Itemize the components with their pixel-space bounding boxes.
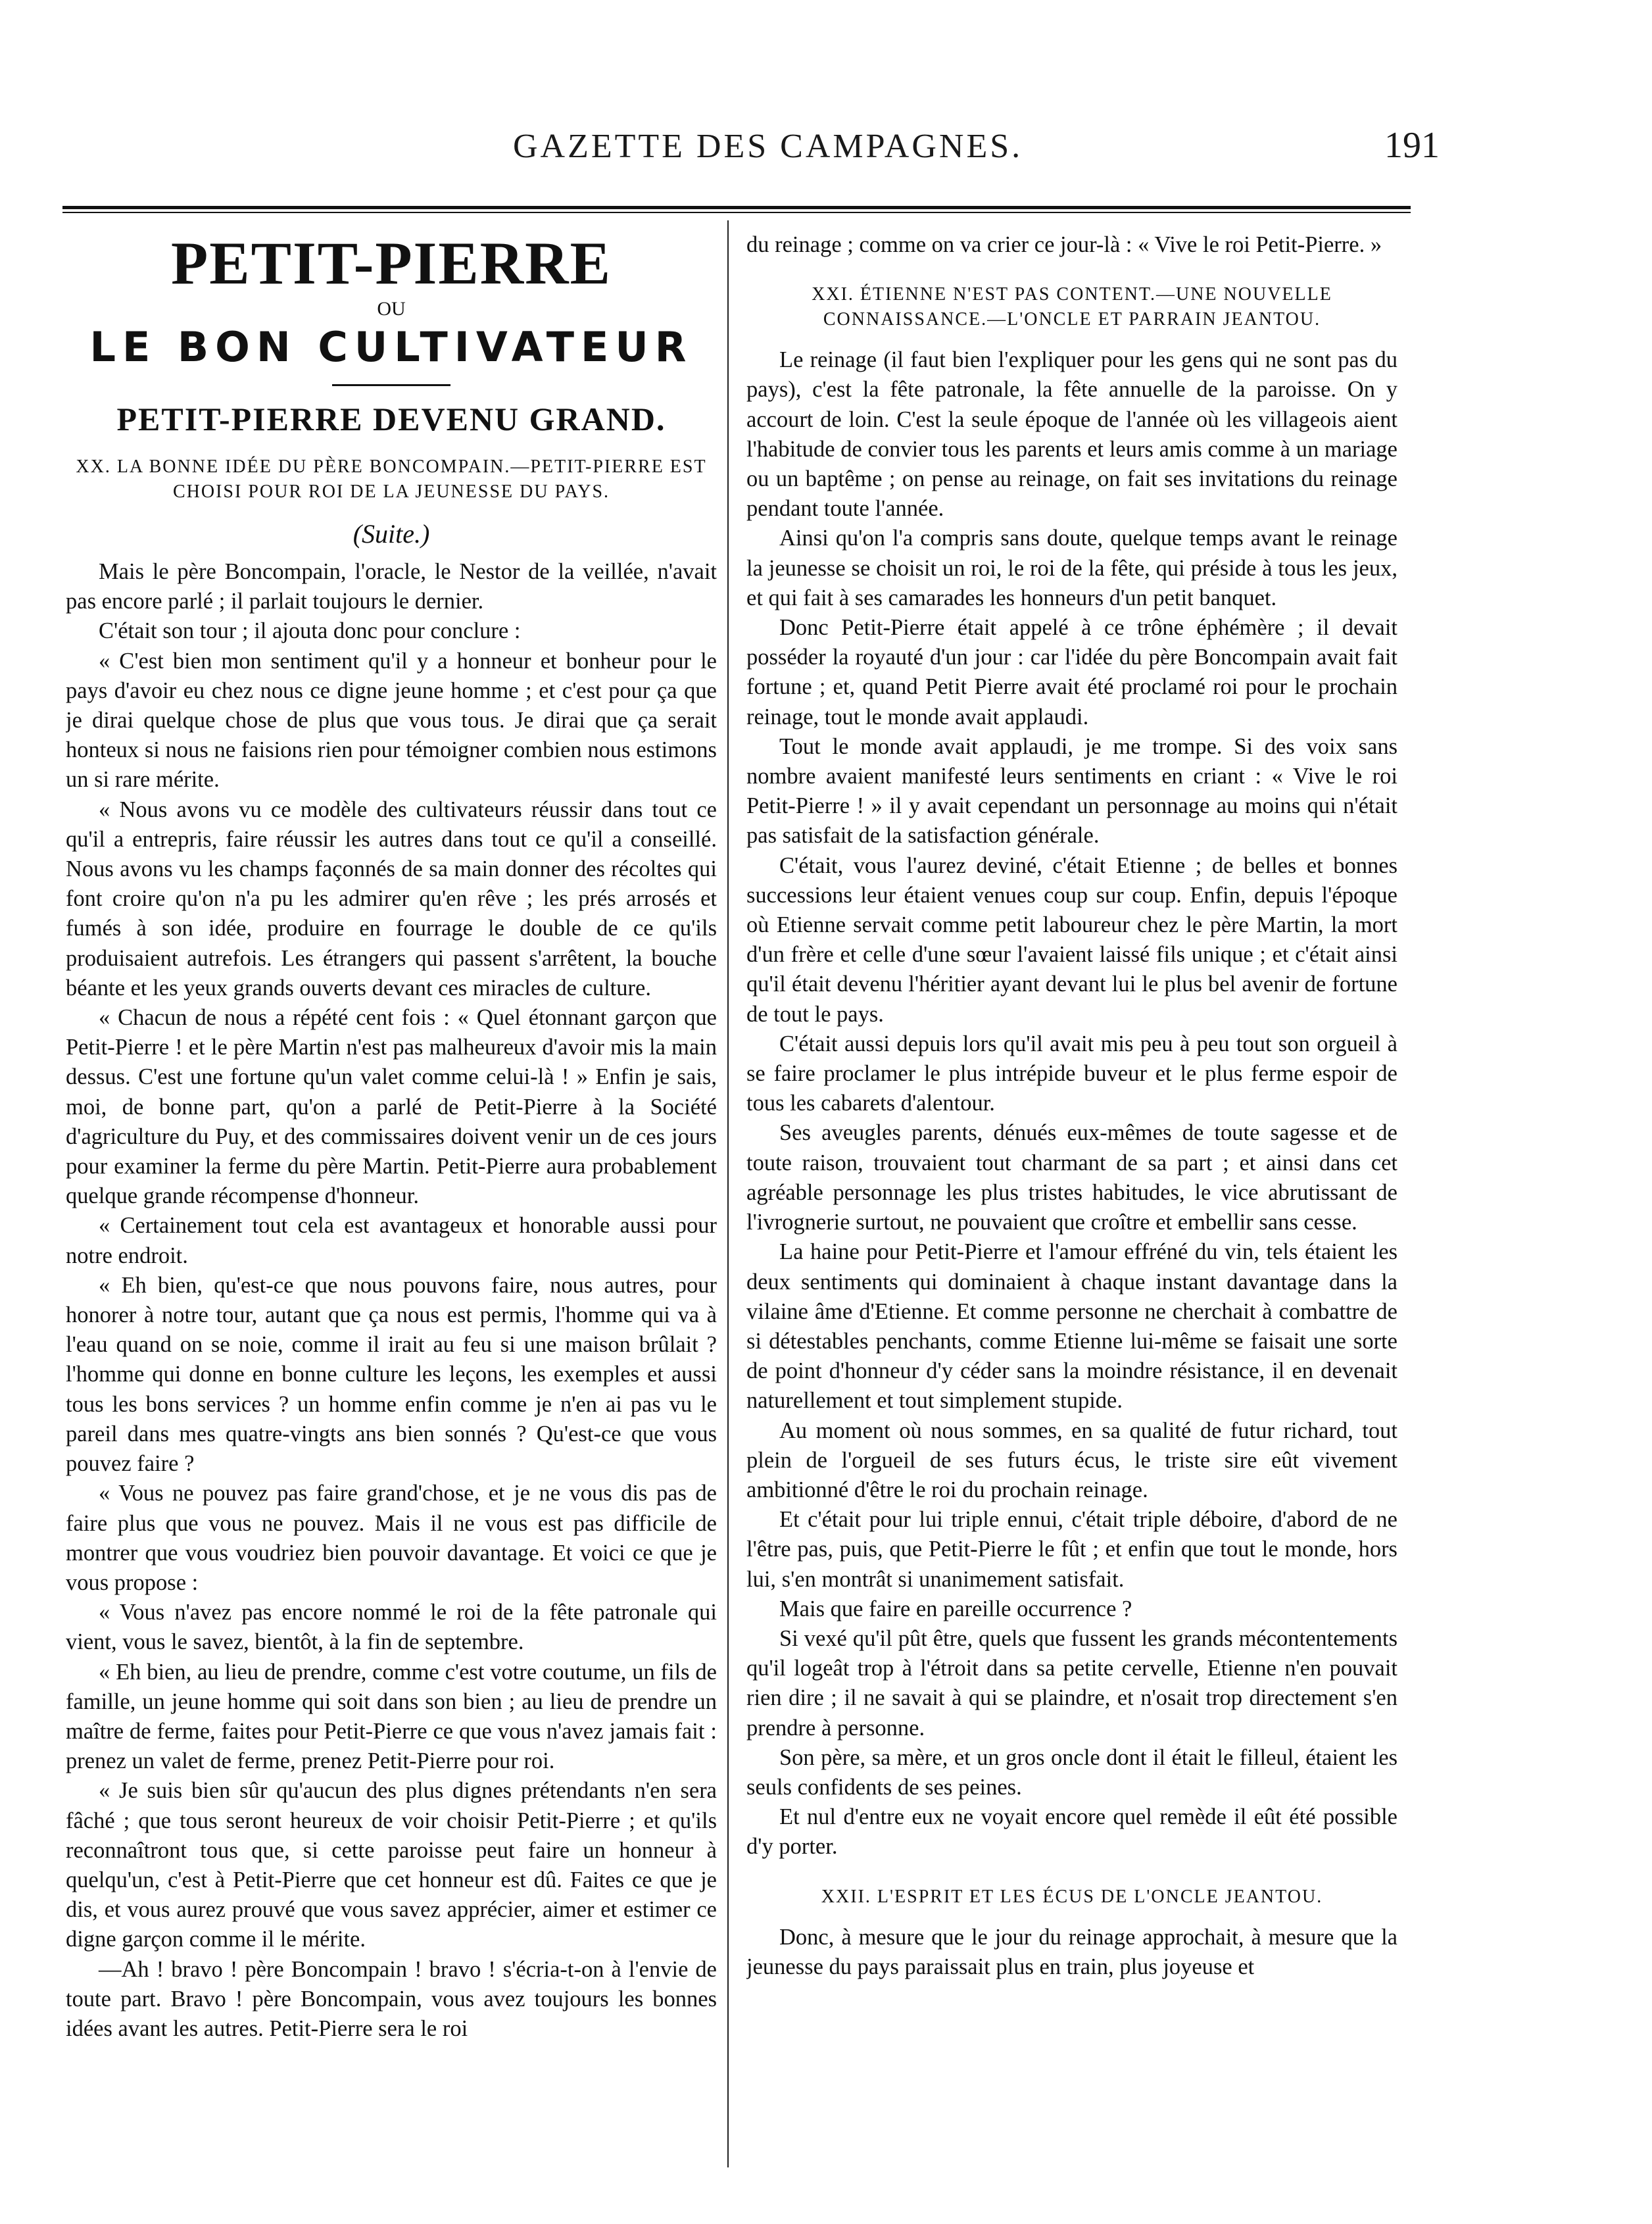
paragraph: —Ah ! bravo ! père Boncompain ! bravo ! s'écria-t-on à l'envie de toute part. Bravo ! père Boncompain, vous avez toujours les bonnes idées avant les autres. Petit-Pierre sera le roi <box>66 1956 717 2041</box>
paragraph: « Je suis bien sûr qu'aucun des plus dignes prétendants n'en sera fâché ; que tous seront heureux de voir choisir Petit-Pierre ; et qu'ils reconnaîtront tous que, si cette paroisse peut faire un honneur à quelqu'un, c'est à Petit-Pierre que cet honneur est dû. Faites ce que je dis, et vous aurez prouvé que vous savez apprécier, aimer et estimer ce digne garçon comme il le mérite. <box>66 1778 717 1952</box>
paragraph: Au moment où nous sommes, en sa qualité de futur richard, tout plein de l'orgueil de ses futurs écus, le triste sire eût vivement ambitionné d'être le roi du prochain reinage. <box>746 1418 1397 1502</box>
paragraph: C'était, vous l'aurez deviné, c'était Etienne ; de belles et bonnes successions leur étaient venues coup sur coup. Enfin, depuis l'époque où Etienne servait comme petit laboureur chez le père Martin, la mort d'un frère et celle d'une sœur l'avaient laissé fils unique ; et c'était ainsi qu'il était devenu l'héritier ayant devant lui le plus bel avenir de fortune de tout le pays. <box>746 853 1397 1027</box>
column-divider <box>727 220 729 2167</box>
chapter-heading-22: XXII. L'ESPRIT ET LES ÉCUS DE L'ONCLE JEANTOU. <box>821 1886 1323 1907</box>
chapter-heading-21: XXI. ÉTIENNE N'EST PAS CONTENT.—UNE NOUVELLE CONNAISSANCE.—L'ONCLE ET PARRAIN JEANTOU. <box>812 284 1332 330</box>
paragraph-continued: du reinage ; comme on va crier ce jour-là : « Vive le roi Petit-Pierre. » <box>746 232 1382 257</box>
paragraph: « Certainement tout cela est avantageux et honorable aussi pour notre endroit. <box>66 1213 717 1268</box>
part-heading: PETIT-PIERRE DEVENU GRAND. <box>116 401 666 437</box>
left-column <box>66 230 717 2164</box>
paragraph: La haine pour Petit-Pierre et l'amour effréné du vin, tels étaient les deux sentiments qui dominaient à chaque instant davantage dans la vilaine âme d'Etienne. Et comme personne ne cherchait à combattre de si détestables penchants, comme Etienne lui-même se faisait une sorte de point d'honneur d'y céder sans la moindre résistance, il en devenait naturellement et tout simplement stupide. <box>746 1239 1397 1414</box>
paragraph: Ainsi qu'on l'a compris sans doute, quelque temps avant le reinage la jeunesse se choisit un roi, le roi de la fête, qui préside à tous les jeux, et qui fait à ses camarades les honneurs d'un petit banquet. <box>746 526 1397 610</box>
paragraph: Son père, sa mère, et un gros oncle dont il était le filleul, étaient les seuls confidents de ses peines. <box>746 1744 1397 1800</box>
paragraph: Mais que faire en pareille occurrence ? <box>779 1596 1132 1621</box>
article-title: PETIT-PIERRE <box>171 230 612 297</box>
paragraph: C'était son tour ; il ajouta donc pour conclure : <box>99 618 521 644</box>
page-number: 191 <box>1384 125 1440 166</box>
running-header <box>0 115 1652 187</box>
paragraph: Le reinage (il faut bien l'expliquer pour les gens qui ne sont pas du pays), c'est la fête patronale, la fête annuelle de la paroisse. On y accourt de loin. C'est la seule époque de l'année où les villageois aient l'habitude de convier tous les parents et leurs amis comme à un mariage ou un baptême ; on pense au reinage, on fait ses invitations du reinage pendant toute l'année. <box>746 347 1397 522</box>
paragraph: Si vexé qu'il pût être, quels que fussent les grands mécontentements qu'il logeât trop à l'étroit dans sa petite cervelle, Etienne n'en pouvait rien dire ; il ne savait à qui se plaindre, et n'osait trop directement s'en prendre à personne. <box>746 1625 1397 1741</box>
article-subtitle: LE BON CULTIVATEUR <box>89 323 693 371</box>
paragraph: Donc Petit-Pierre était appelé à ce trône éphémère ; il devait posséder la royauté d'un jour : car l'idée du père Boncompain avait fait fortune ; et, quand Petit Pierre avait été proclamé roi pour le prochain reinage, tout le monde avait applaudi. <box>746 615 1397 729</box>
title-rule <box>332 384 450 386</box>
running-title: GAZETTE DES CAMPAGNES. <box>513 128 1023 165</box>
paragraph: Mais le père Boncompain, l'oracle, le Nestor de la veillée, n'avait pas encore parlé ; il parlait toujours le dernier. <box>66 559 717 614</box>
paragraph: « Chacun de nous a répété cent fois : « Quel étonnant garçon que Petit-Pierre ! et le père Martin n'est pas malheureux d'avoir mis la main dessus. C'est une fortune qu'un valet comme celui-là ! » Enfin je sais, moi, de bonne part, qu'on a parlé de Petit-Pierre à la Société d'agriculture du Puy, et des commissaires doivent venir un de ces jours pour examiner la ferme du père Martin. Petit-Pierre aura probablement quelque grande récompense d'honneur. <box>66 1005 717 1209</box>
paragraph: « Vous ne pouvez pas faire grand'chose, et je ne vous dis pas de faire plus que vous ne pouvez. Mais il ne vous est pas difficile de montrer que vous voudriez bien pouvoir davantage. Et voici ce que je vous propose : <box>66 1481 717 1595</box>
paragraph: Et nul d'entre eux ne voyait encore quel remède il eût été possible d'y porter. <box>746 1804 1397 1860</box>
paragraph: « Vous n'avez pas encore nommé le roi de la fête patronale qui vient, vous le savez, bientôt, à la fin de septembre. <box>66 1600 717 1655</box>
paragraph: « Eh bien, au lieu de prendre, comme c'est votre coutume, un fils de famille, un jeune homme qui soit dans son bien ; au lieu de prendre un maître de ferme, faites pour Petit-Pierre ce que vous n'avez jamais fait : prenez un valet de ferme, prenez Petit-Pierre pour roi. <box>66 1659 717 1774</box>
paragraph: Tout le monde avait applaudi, je me trompe. Si des voix sans nombre avaient manifesté leurs sentiments en criant : « Vive le roi Petit-Pierre ! » il y avait cependant un personnage au moins qui n'était pas satisfait de la satisfaction générale. <box>746 733 1397 849</box>
chapter-heading-20: XX. LA BONNE IDÉE DU PÈRE BONCOMPAIN.—PETIT-PIERRE EST CHOISI POUR ROI DE LA JEUNESSE DU PAYS. <box>76 457 707 502</box>
header-double-rule <box>62 206 1411 213</box>
article-title-ou: OU <box>377 298 406 320</box>
paragraph: « Eh bien, qu'est-ce que nous pouvons faire, nous autres, pour honorer à notre tour, autant que ça nous est permis, l'homme qui va à l'eau quand on se noie, comme il irait au feu si une maison brûlait ? l'homme qui donne en bonne culture les leçons, les exemples et aussi tous les bons services ? un homme enfin comme je n'en ai pas vu le pareil dans mes quatre-vingts ans bien sonnés ? Qu'est-ce que vous pouvez faire ? <box>66 1272 717 1477</box>
right-column <box>746 230 1397 2164</box>
paragraph: « Nous avons vu ce modèle des cultivateurs réussir dans tout ce qu'il a entrepris, faire réussir les autres dans tout ce qu'il a conseillé. Nous avons vu les champs façonnés de sa main donner des récoltes qui font croire qu'on n'a pu les admirer qu'en rêve ; les prés arrosés et fumés à son idée, produire en fourrage le double de ce qu'ils produisaient autrefois. Les étrangers qui passent s'arrêtent, la bouche béante et les yeux grands ouverts devant ces miracles de culture. <box>66 797 717 1001</box>
paragraph: C'était aussi depuis lors qu'il avait mis peu à peu tout son orgueil à se faire proclamer le plus intrépide buveur et le plus ferme espoir de tous les cabarets d'alentour. <box>746 1031 1397 1116</box>
paragraph: Donc, à mesure que le jour du reinage approchait, à mesure que la jeunesse du pays paraissait plus en train, plus joyeuse et <box>746 1924 1397 1979</box>
paragraph: Ses aveugles parents, dénués eux-mêmes de toute sagesse et de toute raison, trouvaient tout charmant de sa part ; et ainsi dans cet agréable personnage les plus tristes habitudes, le vice abrutissant de l'ivrognerie surtout, ne pouvaient que croître et embellir sans cesse. <box>746 1120 1397 1235</box>
suite-label: (Suite.) <box>352 519 430 549</box>
paragraph: « C'est bien mon sentiment qu'il y a honneur et bonheur pour le pays d'avoir eu chez nous ce digne jeune homme ; et c'est pour ça que je dirai quelque chose de plus que vous tous. Je dirai que ça serait honteux si nous ne faisions rien pour témoigner combien nous estimons un si rare mérite. <box>66 648 717 793</box>
paragraph: Et c'était pour lui triple ennui, c'était triple déboire, d'abord de ne l'être pas, puis, que Petit-Pierre le fût ; et enfin que tout le monde, hors lui, s'en montrât si unanimement satisfait. <box>746 1507 1397 1592</box>
